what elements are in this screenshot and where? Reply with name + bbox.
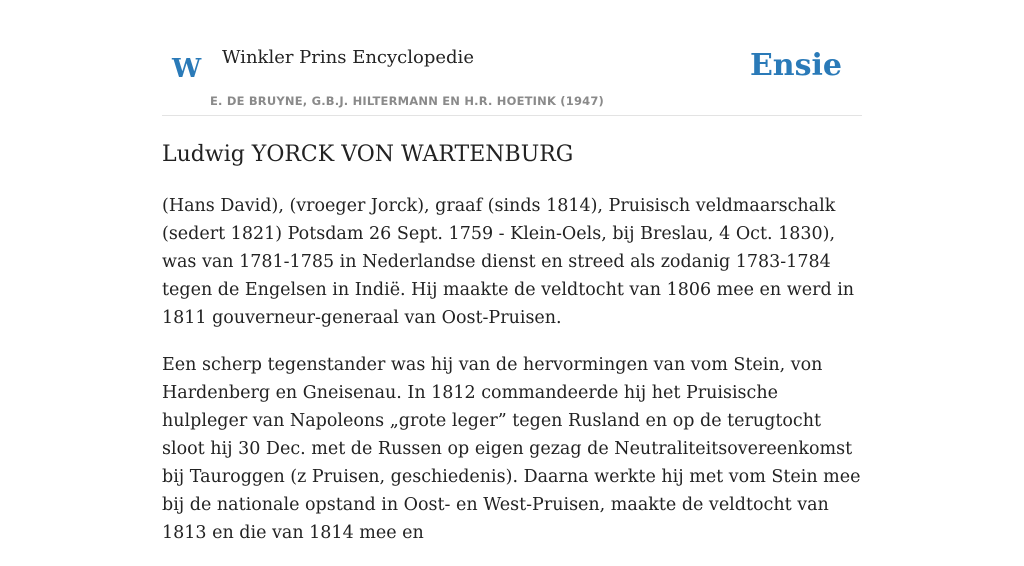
winkler-prins-logo-icon[interactable]: W: [172, 54, 202, 84]
article-paragraph: (Hans David), (vroeger Jorck), graaf (sinds 1814), Pruisisch veldmaarschalk (sedert 1821) Potsdam 26 Sept. 1759 - Klein-Oels, bij Breslau, 4 Oct. 1830), was van 1781-1785 in Nederlandse dienst en streed als zodanig 1783-1784 tegen de Engelsen in Indië. Hij maakte de veldtocht van 1806 mee en werd in 1811 gouverneur-generaal van Oost-Pruisen.: [162, 196, 855, 328]
ensie-brand-logo[interactable]: Ensie: [749, 48, 842, 83]
article-body: [162, 192, 862, 566]
article-title: Ludwig YORCK VON WARTENBURG: [162, 142, 574, 167]
authors-line: E. DE BRUYNE, G.B.J. HILTERMANN EN H.R. HOETINK (1947): [210, 94, 605, 108]
publication-title[interactable]: Winkler Prins Encyclopedie: [222, 47, 474, 68]
article-paragraph: Een scherp tegenstander was hij van de hervormingen van vom Stein, von Hardenberg en Gneisenau. In 1812 commandeerde hij het Pruisische hulpleger van Napoleons „grote leger” tegen Rusland en op de terugtocht sloot hij 30 Dec. met de Russen op eigen gezag de Neutraliteitsovereenkomst bij Tauroggen (z Pruisen, geschiedenis). Daarna werkte hij met vom Stein mee bij de nationale opstand in Oost- en West-Pruisen, maakte de veldtocht van 1813 en die van 1814 mee en: [162, 355, 861, 543]
site-header: [162, 36, 862, 116]
